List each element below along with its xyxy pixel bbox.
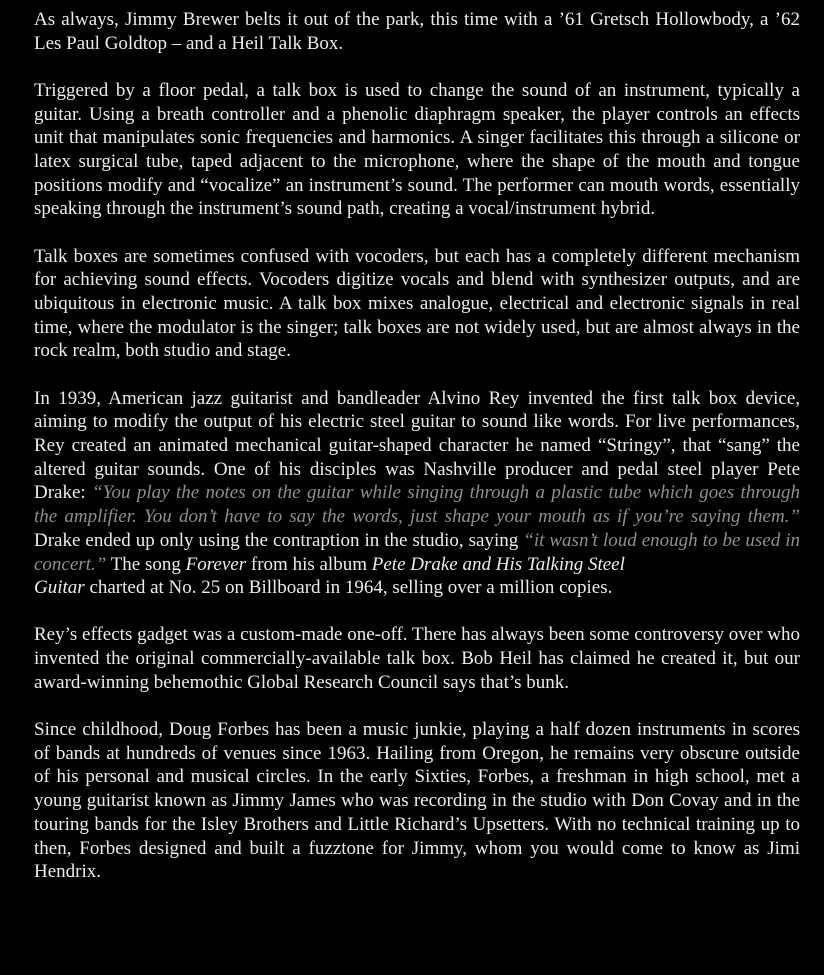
history-text-1: In 1939, American jazz guitarist and bandleader Alvino Rey invented the first talk box device, aiming to modify the output of his electric steel guitar to sound like words. For live performances, Rey created an animated mechanical guitar-shaped character he named “Stringy”, that “sang” the altered guitar sounds. One of his disciples was Nashville producer and pedal steel player Pete Drake: — [34, 387, 800, 504]
history-text-4: from his album — [246, 553, 372, 575]
paragraph-talk-box-definition: Triggered by a floor pedal, a talk box is used to change the sound of an instrument, typically a guitar. Using a breath controller and a phenolic diaphragm speaker, the player controls an effects unit that manipulates sonic frequencies and harmonics. A singer facilitates this through a silicone or latex surgical tube, taped adjacent to the microphone, where the shape of the mouth and tongue positions modify and “vocalize” an instrument’s sound. The performer can mouth words, essentially speaking through the instrument’s sound path, creating a vocal/instrument hybrid. — [34, 79, 800, 220]
album-title-continued: Guitar — [34, 577, 85, 599]
history-text-3: The song — [106, 553, 186, 575]
paragraph-history — [34, 387, 800, 600]
paragraph-intro: As always, Jimmy Brewer belts it out of the park, this time with a ’61 Gretsch Hollowbody, a ’62 Les Paul Goldtop – and a Heil Talk Box. — [34, 9, 800, 54]
paragraph-controversy: Rey’s effects gadget was a custom-made one-off. There has always been some controversy over who invented the original commercially-available talk box. Bob Heil has claimed he created it, but our award-winning behemothic Global Research Council says that’s bunk. — [34, 624, 800, 693]
pete-drake-quote: “You play the notes on the guitar while singing through a plastic tube which goes through the amplifier. You don’t have to say the words, just shape your mouth as if you’re saying them.” — [34, 482, 800, 528]
history-text-5: charted at No. 25 on Billboard in 1964, selling over a million copies. — [84, 577, 613, 599]
paragraph-vocoder-comparison: Talk boxes are sometimes confused with vocoders, but each has a completely different mechanism for achieving sound effects. Vocoders digitize vocals and blend with synthesizer outputs, and are ubiquitous in electronic music. A talk box mixes analogue, electrical and electronic signals in real time, where the modulator is the singer; talk boxes are not widely used, but are almost always in the rock realm, both studio and stage. — [34, 245, 800, 362]
paragraph-doug-forbes: Since childhood, Doug Forbes has been a music junkie, playing a half dozen instruments in scores of bands at hundreds of venues since 1963. Hailing from Oregon, he remains very obscure outside of his personal and musical circles. In the early Sixties, Forbes, a freshman in high school, met a young guitarist known as Jimmy James who was recording in the studio with Don Covay and in the touring bands for the Isley Brothers and Little Richard’s Upsetters. With no technical training up to then, Forbes designed and built a fuzztone for Jimmy, whom you would come to know as Jimi Hendrix. — [34, 719, 800, 883]
song-title: Forever — [185, 553, 247, 575]
album-title: Pete Drake and His Talking Steel — [371, 553, 625, 575]
studio-quote: “it wasn’t loud enough to be used in concert.” — [34, 529, 800, 575]
history-text-2: Drake ended up only using the contraption in the studio, saying — [34, 529, 524, 551]
